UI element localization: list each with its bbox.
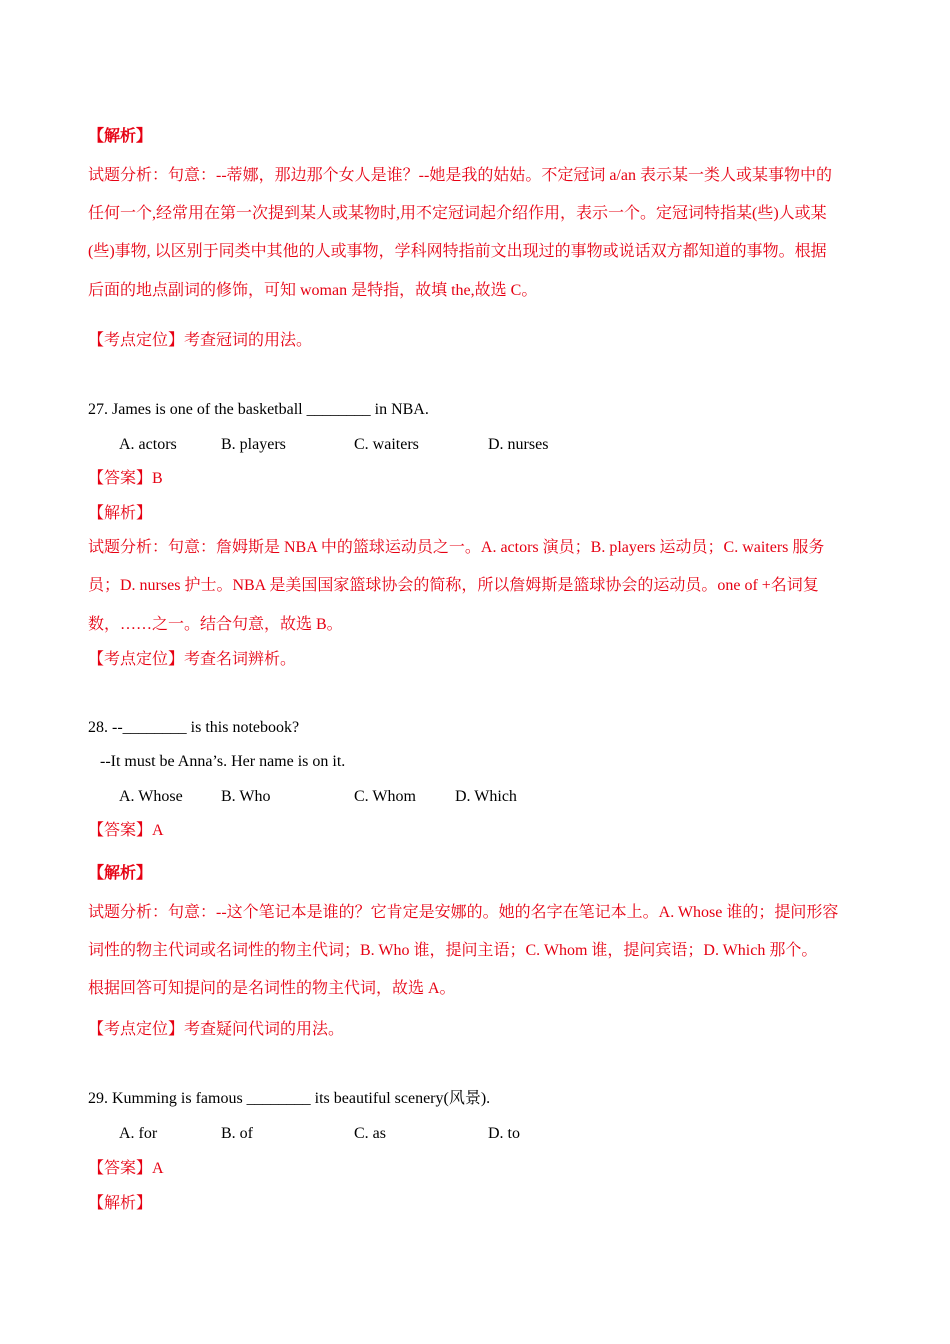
q27-option-a: A. actors: [119, 436, 177, 453]
q28-reply: --It must be Anna’s. Her name is on it.: [100, 753, 346, 770]
q28-question: 28. --________ is this notebook?: [88, 719, 300, 736]
q27-analysis-line-3: 数，……之一。结合句意，故选 B。: [88, 616, 343, 633]
q28-answer: 【答案】A: [88, 822, 164, 839]
q27-point: 【考点定位】考查名词辨析。: [88, 651, 297, 668]
q29-option-a: A. for: [119, 1125, 158, 1142]
q28-analysis-line-3: 根据回答可知提问的是名词性的物主代词，故选 A。: [88, 980, 456, 997]
q27-answer: 【答案】B: [88, 470, 163, 487]
q26-analysis-line-1: 试题分析：句意：--蒂娜，那边那个女人是谁？--她是我的姑姑。不定冠词 a/an 表示某一类人或某事物中的: [88, 167, 832, 184]
q28-analysis-line-2: 词性的物主代词或名词性的物主代词；B. Who 谁，提问主语；C. Whom 谁，提问宾语；D. Which 那个。: [88, 942, 818, 959]
q27-option-d: D. nurses: [488, 436, 549, 453]
q28-point: 【考点定位】考查疑问代词的用法。: [88, 1021, 345, 1038]
q27-analysis-line-2: 员；D. nurses 护士。NBA 是美国国家篮球协会的简称，所以詹姆斯是篮球协会的运动员。one of +名词复: [88, 577, 819, 594]
q28-analysis-line-1: 试题分析：句意：--这个笔记本是谁的？它肯定是安娜的。她的名字在笔记本上。A. Whose 谁的；提问形容: [88, 904, 839, 921]
q29-option-c: C. as: [354, 1125, 386, 1142]
q29-answer: 【答案】A: [88, 1160, 164, 1177]
q27-option-b: B. players: [221, 436, 286, 453]
q28-option-a: A. Whose: [119, 788, 183, 805]
q29-option-d: D. to: [488, 1125, 520, 1142]
q27-question: 27. James is one of the basketball ________ in NBA.: [88, 401, 429, 418]
q27-option-c: C. waiters: [354, 436, 419, 453]
q26-analysis-heading: 【解析】: [88, 128, 153, 145]
q28-option-b: B. Who: [221, 788, 271, 805]
q26-point: 【考点定位】考查冠词的用法。: [88, 332, 313, 349]
q28-analysis-heading: 【解析】: [88, 865, 153, 882]
q29-analysis-heading: 【解析】: [88, 1195, 153, 1212]
q29-question: 29. Kumming is famous ________ its beautiful scenery(风景).: [88, 1090, 491, 1107]
q26-analysis-line-4: 后面的地点副词的修饰，可知 woman 是特指，故填 the,故选 C。: [88, 282, 538, 299]
q28-option-c: C. Whom: [354, 788, 416, 805]
q26-analysis-line-2: 任何一个,经常用在第一次提到某人或某物时,用不定冠词起介绍作用，表示一个。定冠词特指某(些)人或某: [88, 205, 827, 222]
q29-option-b: B. of: [221, 1125, 253, 1142]
q27-analysis-line-1: 试题分析：句意：詹姆斯是 NBA 中的篮球运动员之一。A. actors 演员；B. players 运动员；C. waiters 服务: [88, 539, 825, 556]
q28-option-d: D. Which: [455, 788, 517, 805]
q27-analysis-heading: 【解析】: [88, 505, 153, 522]
q26-analysis-line-3: (些)事物, 以区别于同类中其他的人或事物，学科网特指前文出现过的事物或说话双方都知道的事物。根据: [88, 243, 827, 260]
